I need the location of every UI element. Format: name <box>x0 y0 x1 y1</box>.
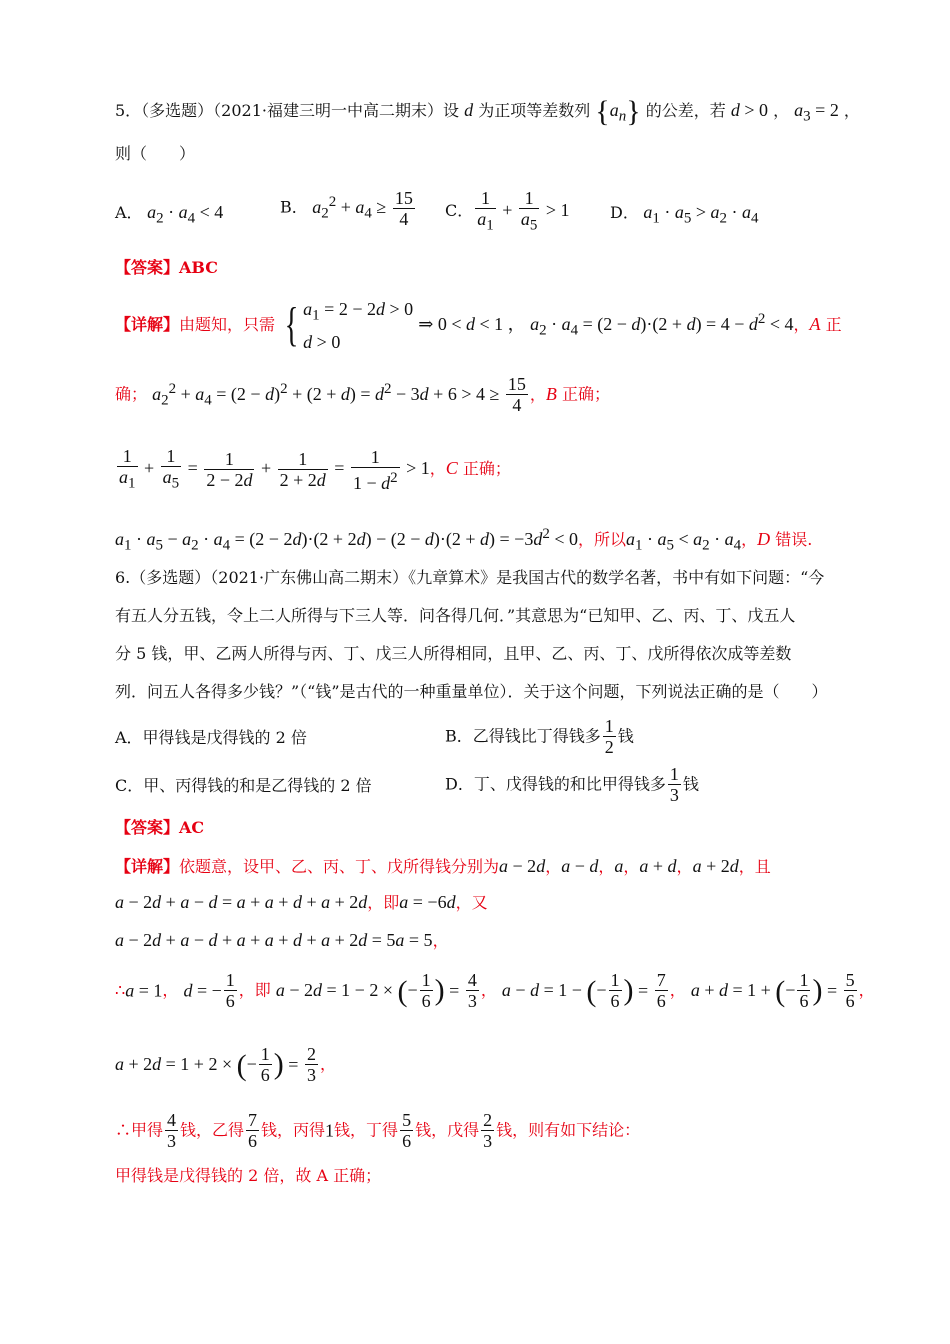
q6-stem-line-3: 分 5 钱，甲、乙两人所得与丙、丁、戊三人所得相同，且甲、乙、丙、丁、戊所得依次成等差数 <box>115 644 792 663</box>
q6-detail-4: ∴a = 1， d = − $\frac{1}{6}$ ，即 a − 2d = 1 − 2 × (− $\frac{1}{6}$ ) = $\frac{4}{3}$ ， a − d = 1 − (− $\frac{1}{6}$ ) = $\frac{7}{6}$ ， a + d = 1 + (− $\frac{1}{6}$ ) = $\frac{5}{6}$ ， <box>115 970 875 1011</box>
q5-detail-3: $\frac{1}{a_1}$ + $\frac{1}{a_5}$ = $\frac{1}{2 - 2d}$ + $\frac{1}{2 + 2d}$ = $\frac{1}{1 - d^2}$ > 1，C 正确； <box>119 446 511 493</box>
q6-option-c: C．甲、丙得钱的和是乙得钱的 2 倍 <box>115 776 372 795</box>
q5-detail-4: $a_1 \cdot a_5 - a_2 \cdot a_4 = (2 - 2d)\cdot(2 + 2d) - (2 - d)\cdot(2 + d) = -3d^2 < 0$，所以$a_1 \cdot a_5 < a_2 \cdot a_4$，D 错误. <box>115 526 813 554</box>
q6-option-b: B．乙得钱比丁得钱多 $\frac{1}{2}$ 钱 <box>445 716 634 757</box>
q5-stem: 5．（多选题）（2021·福建三明一中高二期末）设 d 为正项等差数列 $\{a_n\}$ 的公差，若 d > 0 ， $a_3 = 2$ ， <box>115 94 860 128</box>
q5-option-b: B． $a_2^2 + a_4$ ≥ $\frac{15}{4}$ <box>280 188 413 229</box>
q5-option-d: D． $a_1 \cdot a_5 > a_2 \cdot a_4$ <box>610 202 759 227</box>
q5-stem-c: 的公差，若 <box>645 101 726 120</box>
q6-detail-5: a + 2d = 1 + 2 × (− $\frac{1}{6}$ ) = $\frac{2}{3}$ ， <box>115 1044 336 1085</box>
q5-answer: 【答案】ABC <box>115 258 218 277</box>
q5-detail-1: 【详解】由题知，只需 { $a_1 = 2 - 2d > 0$ d > 0 ⇒ 0 < d < 1 ， $a_2 \cdot a_4 = (2 - d)\cdot(2 + d) = 4 - d^2 < 4$，A 正 <box>115 298 842 352</box>
q6-options-row-2 <box>115 764 890 810</box>
q6-stem-line-1: 6.（多选题）（2021·广东佛山高二期末）《九章算术》是我国古代的数学名著，书中有如下问题：“今 <box>115 568 825 587</box>
q6-detail-3: a − 2d + a − d + a + a + d + a + 2d = 5a = 5， <box>115 930 449 950</box>
q5-option-a: A． $a_2 \cdot a_4 < 4$ <box>115 202 224 227</box>
q6-summary: ∴甲得 $\frac{4}{3}$ 钱，乙得 $\frac{7}{6}$ 钱，丙得1钱，丁得 $\frac{5}{6}$ 钱，戊得 $\frac{2}{3}$ 钱，则有如下结论： <box>115 1110 641 1151</box>
q6-options-row-1 <box>115 716 890 762</box>
q5-option-c: C． $\frac{1}{a_1}$ + $\frac{1}{a_5}$ > 1 <box>445 188 570 234</box>
q5-stem-a: 5．（多选题）（2021·福建三明一中高二期末）设 <box>115 101 459 120</box>
q6-answer: 【答案】AC <box>115 818 205 837</box>
q5-stem-end: 则（ ） <box>115 144 196 163</box>
q6-answer-value: AC <box>179 818 205 837</box>
q6-detail-2: a − 2d + a − d = a + a + d + a + 2d，即a = −6d，又 <box>115 892 488 912</box>
q6-stem-line-2: 有五人分五钱，令上二人所得与下三人等．问各得几何．”其意思为“已知甲、乙、丙、丁、戊五人 <box>115 606 796 625</box>
q5-stem-b: 为正项等差数列 <box>478 101 591 120</box>
q5-answer-value: ABC <box>179 258 218 277</box>
q6-stem-line-4: 列．问五人各得多少钱？”（“钱”是古代的一种重量单位）．关于这个问题，下列说法正确的是（ ） <box>115 682 828 701</box>
q6-detail-1: 【详解】依题意，设甲、乙、丙、丁、戊所得钱分别为a − 2d，a − d，a，a + d，a + 2d，且 <box>115 856 771 876</box>
q5-options <box>115 188 890 238</box>
q6-option-a: A．甲得钱是戊得钱的 2 倍 <box>115 728 307 747</box>
q6-option-d: D．丁、戊得钱的和比甲得钱多 $\frac{1}{3}$ 钱 <box>445 764 699 805</box>
q6-conclusion: 甲得钱是戊得钱的 2 倍，故 A 正确； <box>115 1166 382 1185</box>
q5-detail-2: 确； $a_2^2 + a_4 = (2 - d)^2 + (2 + d) = d^2 - 3d + 6 > 4$ ≥ $\frac{15}{4}$ ，B 正确； <box>115 374 610 415</box>
